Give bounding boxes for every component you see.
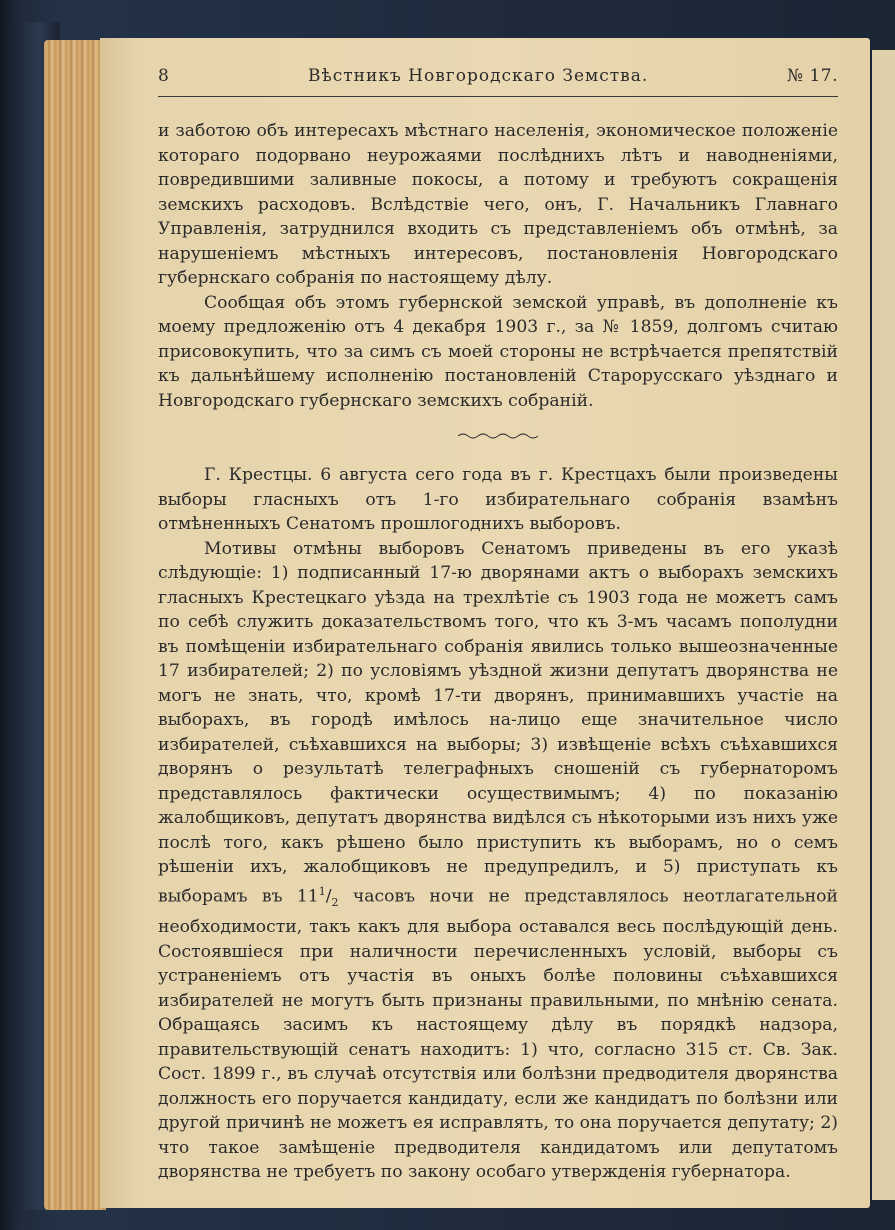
journal-title: Вѣстникъ Новгородскаго Земства. bbox=[308, 66, 649, 86]
page-number: 8 bbox=[158, 66, 170, 86]
motives-text-end: часовъ ночи не представлялось неотлагательной необходимости, такъ какъ для выбора оставался весь послѣдующій день. Состоявшіеся при наличности перечисленныхъ условій, выборы съ устраненіемъ отъ участія въ оныхъ болѣе половины съѣхавшихся избирателей не могутъ быть признаны правильными, по мнѣнію сената. Обращаясь засимъ къ настоящему дѣлу въ порядкѣ надзора, правительствующій сенатъ находитъ: 1) что, согласно 315 ст. Св. Зак. Сост. 1899 г., въ случаѣ отсутствія или болѣзни предводителя дворянства должность его поручается кандидату, если же кандидатъ по болѣзни или другой причинѣ не можетъ ея исправлять, то она поручается депутату; 2) что такое замѣщеніе предводителя кандидатомъ или депутатомъ дворянства не требуетъ по закону особаго утвержденія губернатора. bbox=[158, 886, 838, 1183]
section-divider-ornament bbox=[158, 431, 838, 441]
fraction-numerator: 1 bbox=[318, 884, 326, 898]
paragraph-krestsy-elections: Г. Крестцы. 6 августа сего года въ г. Крестцахъ были произведены выборы гласныхъ отъ 1-го избирательнаго собранія взамѣнъ отмѣненныхъ Сенатомъ прошлогоднихъ выборовъ. bbox=[158, 465, 838, 534]
page-edges bbox=[44, 40, 106, 1210]
page-content bbox=[158, 66, 838, 1185]
adjacent-page-edge bbox=[872, 50, 895, 1200]
motives-text-start: Мотивы отмѣны выборовъ Сенатомъ приведены въ его указѣ слѣдующіе: 1) подписанный 17-ю дворянами актъ о выборахъ земскихъ гласныхъ Крестецкаго уѣзда на трехлѣтіе съ 1903 года не можетъ самъ по себѣ служить доказательствомъ того, что къ 3-мъ часамъ пополудни въ помѣщеніи избирательнаго собранія явились только вышеозначенные 17 избирателей; 2) по условіямъ уѣздной жизни депутатъ дворянства не могъ не знать, что, кромѣ 17-ти дворянъ, принимавшихъ участіе на выборахъ, въ городѣ имѣлось на-лицо еще значительное число избирателей, съѣхавшихся на выборы; 3) извѣщеніе всѣхъ съѣхавшихся дворянъ о результатѣ телеграфныхъ сношеній съ губернаторомъ представлялось фактически осуществимымъ; 4) по показанію жалобщиковъ, депутатъ дворянства видѣлся съ нѣкоторыми изъ нихъ уже послѣ того, какъ рѣшено было приступить къ выборамъ, но о семъ рѣшеніи ихъ, жалобщиковъ не предупредилъ, и 5) приступать къ выборамъ въ 11 bbox=[158, 538, 838, 907]
paragraph-notice: Сообщая объ этомъ губернской земской управѣ, въ дополненіе къ моему предложенію отъ 4 декабря 1903 г., за № 1859, долгомъ считаю присовокупить, что за симъ съ моей стороны не встрѣчается препятствій къ дальнѣйшему исполненію постановленій Старорусскаго уѣзднаго и Новгородскаго губернскаго земскихъ собраній. bbox=[158, 292, 838, 411]
running-header bbox=[158, 66, 838, 97]
paragraph-continued: и заботою объ интересахъ мѣстнаго населенія, экономическое положеніе котораго подорвано неурожаями послѣднихъ лѣтъ и наводненіями, повредившими заливные покосы, а потому и требуютъ сокращенія земскихъ расходовъ. Вслѣдствіе чего, онъ, Г. Начальникъ Главнаго Управленія, затруднился входить съ представленіемъ объ отмѣнѣ, за нарушеніемъ мѣстныхъ интересовъ, постановленія Новгородскаго губернскаго собранія по настоящему дѣлу. bbox=[158, 121, 838, 288]
fraction-denominator: 2 bbox=[331, 895, 339, 909]
paragraph-senate-motives: Мотивы отмѣны выборовъ Сенатомъ приведены въ его указѣ слѣдующіе: 1) подписанный 17-ю дворянами актъ о выборахъ земскихъ гласныхъ Крестецкаго уѣзда на трехлѣтіе съ 1903 года не можетъ самъ по себѣ служить доказательствомъ того, что къ 3-мъ часамъ пополудни въ помѣщеніи избирательнаго собранія явились только вышеозначенные 17 избирателей; 2) по условіямъ уѣздной жизни депутатъ дворянства не могъ не знать, что, кромѣ 17-ти дворянъ, принимавшихъ участіе на выборахъ, въ городѣ имѣлось на-лицо еще значительное число избирателей, съѣхавшихся на выборы; 3) извѣщеніе всѣхъ съѣхавшихся дворянъ о результатѣ телеграфныхъ сношеній съ губернаторомъ представлялось фактически осуществимымъ; 4) по показанію жалобщиковъ, депутатъ дворянства видѣлся съ нѣкоторыми изъ нихъ уже послѣ того, какъ рѣшено было приступить къ выборамъ, но о семъ рѣшеніи ихъ, жалобщиковъ не предупредилъ, и 5) приступать къ выборамъ въ $11^1/_2$ часовъ ночи не представлялось неотлагательной необходимости, такъ какъ для выбора оставался весь послѣдующій день. Состоявшіеся при наличности перечисленныхъ условій, выборы съ устраненіемъ отъ участія въ оныхъ болѣе половины съѣхавшихся избирателей не могутъ быть признаны правильными, по мнѣнію сената. Обращаясь засимъ къ настоящему дѣлу въ порядкѣ надзора, правительствующій сенатъ находитъ: 1) что, согласно 315 ст. Св. Зак. Сост. 1899 г., въ случаѣ отсутствія или болѣзни предводителя дворянства должность его поручается кандидату, если же кандидатъ по болѣзни или другой причинѣ не можетъ ея исправлять, то она поручается депутату; 2) что такое замѣщеніе предводителя кандидатомъ или депутатомъ дворянства не требуетъ по закону особаго утвержденія губернатора. bbox=[158, 538, 838, 1183]
issue-number: № 17. bbox=[786, 66, 838, 86]
